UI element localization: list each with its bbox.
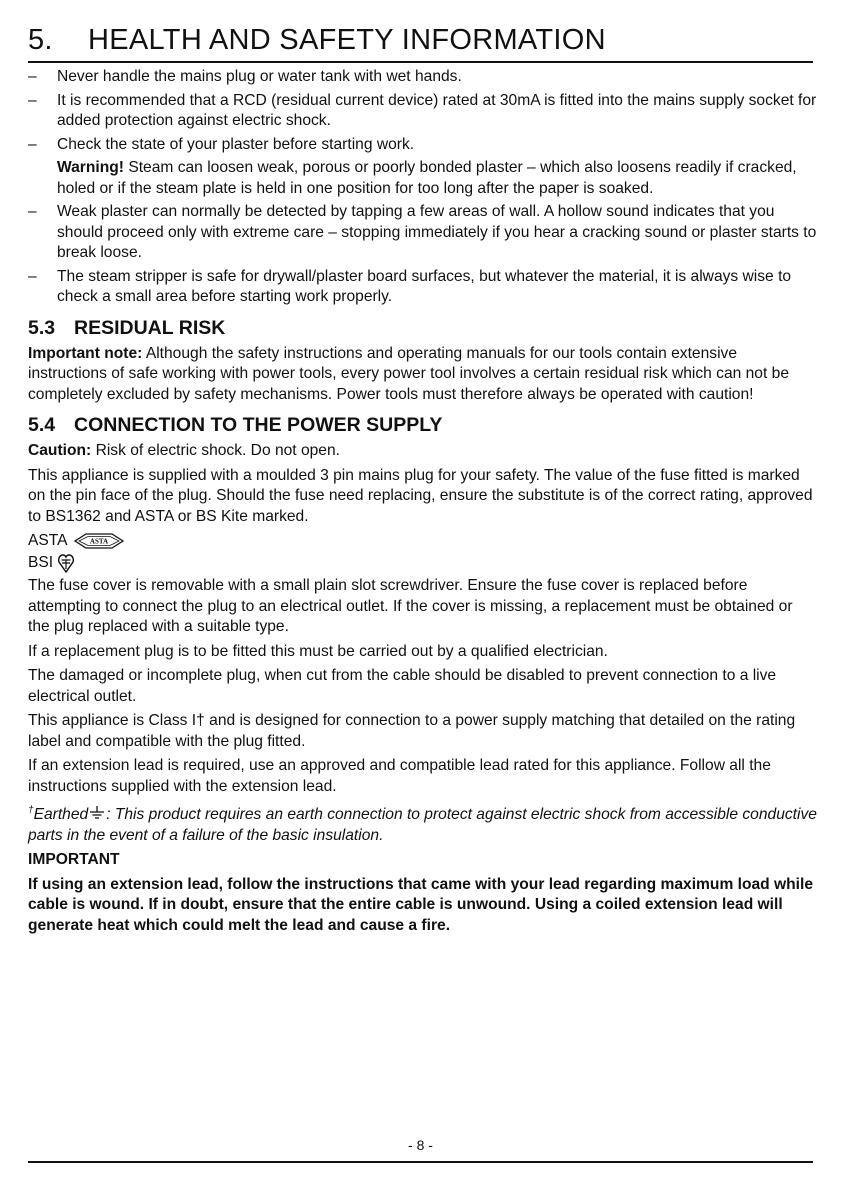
damaged-plug-paragraph: The damaged or incomplete plug, when cut from the cable should be disabled to prevent connection to a live electrical outlet.	[28, 667, 777, 705]
bsi-kitemark-icon	[57, 553, 75, 573]
asta-diamond-mark-icon	[74, 533, 124, 549]
important-heading: IMPORTANT	[28, 851, 120, 868]
important-note-label: Important note:	[28, 344, 143, 362]
header-rule	[28, 61, 813, 63]
bullet-dash: –	[28, 203, 37, 220]
important-paragraph: If using an extension lead, follow the instructions that came with your lead regarding maximum load while cable is wound. If in doubt, ensure that the entire cable is unwound. Using a coiled extension lead will generate heat which could melt the lead and cause a fire.	[28, 875, 814, 934]
asta-line	[28, 531, 818, 552]
replacement-plug-paragraph: If a replacement plug is to be fitted this must be carried out by a qualified electrician.	[28, 642, 608, 660]
page-number: - 8 -	[408, 1137, 433, 1153]
earth-ground-symbol-icon	[88, 805, 106, 821]
plug-paragraph: This appliance is supplied with a moulded 3 pin mains plug for your safety. The value of the fuse fitted is marked on the pin face of the plug. Should the fuse need replacing, ensure the substitute is of the correct rating, approved to BS1362 and ASTA or BS Kite marked.	[28, 466, 813, 525]
page-body	[28, 67, 818, 936]
asta-label: ASTA	[28, 532, 68, 549]
bullet-dash: –	[28, 135, 37, 153]
asta-mark-text: ASTA	[89, 537, 108, 546]
bullet-item: – Weak plaster can normally be detected by tapping a few areas of wall. A hollow sound indicates that you should proceed only with extreme care – stopping immediately if you hear a cracking sound or plaster starts to break loose.	[28, 203, 817, 261]
bullet-item: – It is recommended that a RCD (residual current device) rated at 30mA is fitted into the mains supply socket for added protection against electric shock.	[28, 91, 817, 129]
earthed-text: : This product requires an earth connection to protect against electric shock from accessible conductive parts in the event of a failure of the basic insulation.	[28, 806, 817, 844]
dagger-mark: †	[28, 805, 34, 816]
earthed-label: Earthed	[33, 806, 89, 823]
warning-label: Warning!	[57, 159, 124, 176]
bullet-item: – The steam stripper is safe for drywall/plaster board surfaces, but whatever the material, it is always wise to check a small area before starting work properly.	[28, 267, 792, 305]
bsi-label: BSI	[28, 553, 54, 571]
section-number: 5.	[28, 24, 53, 56]
class-paragraph: This appliance is Class I† and is designed for connection to a power supply matching that detailed on the rating label and compatible with the plug fitted.	[28, 712, 796, 750]
fuse-cover-paragraph: The fuse cover is removable with a small plain slot screwdriver. Ensure the fuse cover is replaced before attempting to connect the plug to an electrical outlet. If the cover is missing, a replacement must be obtained or the plug replaced with a suitable type.	[28, 577, 793, 635]
bullet-dash: –	[28, 91, 37, 109]
caution-label: Caution:	[28, 442, 92, 459]
bullet-dash: –	[28, 68, 37, 85]
extension-lead-paragraph: If an extension lead is required, use an approved and compatible lead rated for this appliance. Follow all the instructions supplied with the extension lead.	[28, 757, 771, 795]
warning-paragraph	[28, 158, 818, 199]
bullet-dash: –	[28, 267, 37, 285]
subsection-heading-power-supply: 5.4 CONNECTION TO THE POWER SUPPLY	[28, 414, 443, 436]
earthed-footnote	[28, 801, 818, 846]
warning-text: Steam can loosen weak, porous or poorly bonded plaster – which also loosens readily if cracked, holed or if the steam plate is held in one position for too long after the paper is soaked.	[57, 159, 797, 197]
subsection-heading-residual-risk: 5.3 RESIDUAL RISK	[28, 316, 226, 339]
caution-paragraph: Caution: Risk of electric shock. Do not open.	[28, 442, 340, 459]
footer-rule	[28, 1161, 813, 1163]
section-title: HEALTH AND SAFETY INFORMATION	[88, 24, 606, 56]
residual-risk-paragraph: Important note: Although the safety instructions and operating manuals for our tools contain extensive instructions of safe working with power tools, every power tool involves a certain residual risk which can not be completely excluded by safety mechanisms. Power tools must therefore always be operated with caution!	[28, 344, 789, 403]
section-heading	[28, 24, 606, 57]
bsi-line	[28, 553, 818, 574]
bullet-item: – Never handle the mains plug or water tank with wet hands.	[28, 67, 818, 88]
bullet-item: – Check the state of your plaster before starting work.	[28, 135, 818, 156]
